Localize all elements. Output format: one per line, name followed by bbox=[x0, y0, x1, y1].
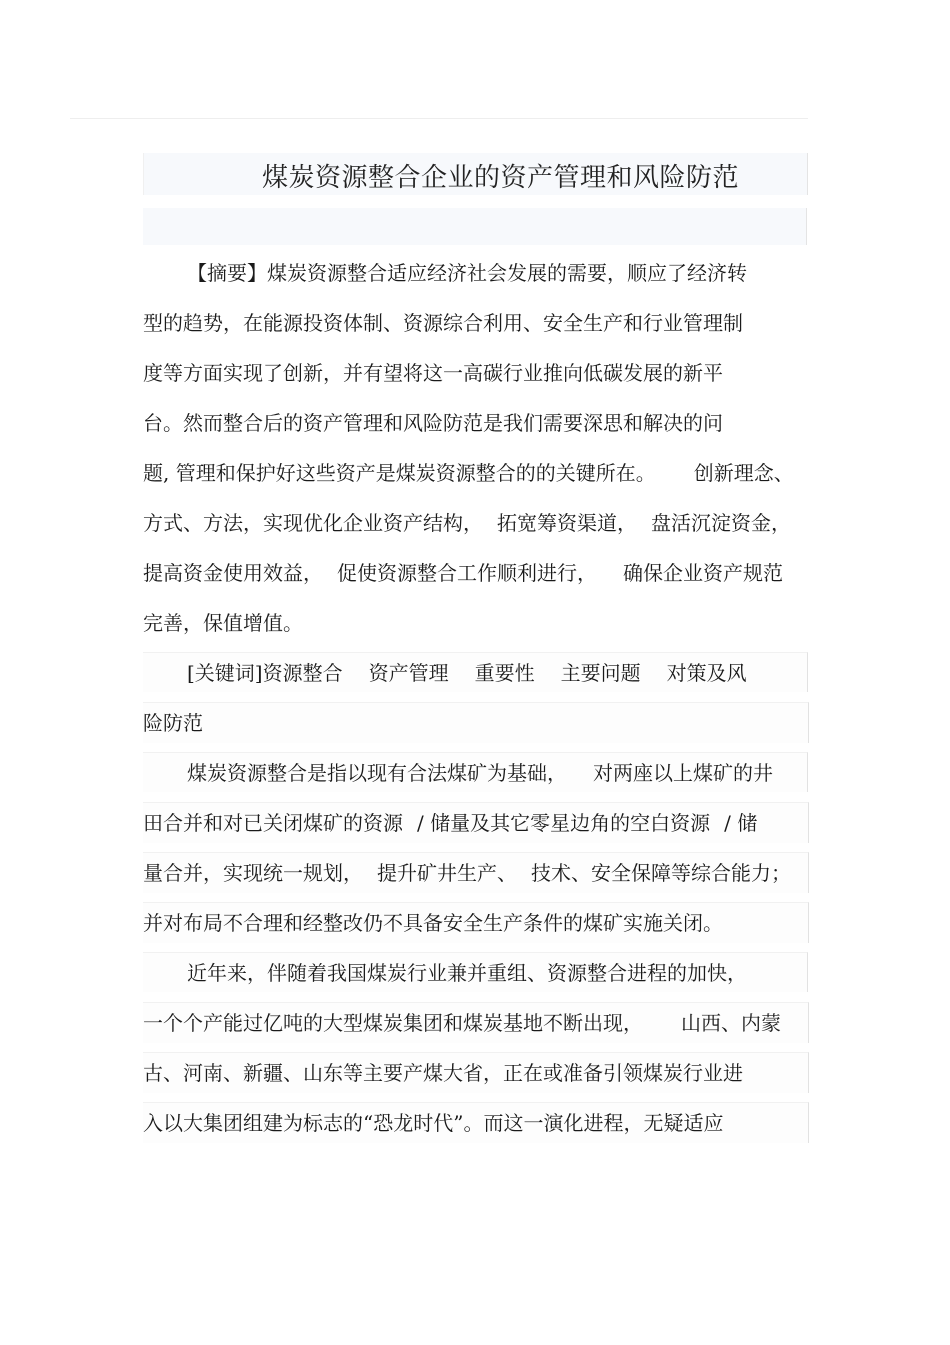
para1-line-2-a: 田合并和对已关闭煤矿的资源 bbox=[143, 811, 403, 835]
para2-line-1: 近年来，伴随着我国煤炭行业兼并重组、资源整合进程的加快， bbox=[143, 952, 808, 992]
abstract-line-8: 完善，保值增值。 bbox=[143, 611, 303, 635]
para1-line-4: 并对布局不合理和经整改仍不具备安全生产条件的煤矿实施关闭。 bbox=[143, 902, 809, 943]
para1-line-3 bbox=[143, 852, 809, 893]
abstract-line-4: 台。然而整合后的资产管理和风险防范是我们需要深思和解决的问 bbox=[143, 411, 723, 435]
para1-line-1-b: 对两座以上煤矿的井 bbox=[593, 761, 773, 785]
abstract-line-6-a: 方式、方法，实现优化企业资产结构， bbox=[143, 511, 483, 535]
para1-line-3-a: 量合并，实现统一规划， bbox=[143, 861, 363, 885]
abstract-line-6-b: 拓宽筹资渠道， bbox=[497, 511, 637, 535]
header-rule bbox=[70, 118, 808, 119]
para1-line-2-c: / 储 bbox=[724, 811, 758, 835]
abstract-line-5 bbox=[143, 453, 808, 493]
abstract-line-7-a: 提高资金使用效益， bbox=[143, 561, 323, 585]
para2-line-2-b: 山西、内蒙 bbox=[681, 1011, 781, 1035]
abstract-line-2: 型的趋势，在能源投资体制、资源综合利用、安全生产和行业管理制 bbox=[143, 311, 743, 335]
para1-line-3-b: 提升矿井生产、 bbox=[377, 861, 517, 885]
keyword-4: 主要问题 bbox=[560, 661, 641, 685]
abstract-line-7 bbox=[143, 553, 808, 593]
para2-line-4: 入以大集团组建为标志的“恐龙时代”。而这一演化进程，无疑适应 bbox=[143, 1102, 809, 1143]
keyword-2: 资产管理 bbox=[368, 661, 449, 685]
para1-line-1-a: 煤炭资源整合是指以现有合法煤矿为基础， bbox=[187, 761, 567, 785]
abstract-line-1: 【摘要】煤炭资源整合适应经济社会发展的需要，顺应了经济转 bbox=[187, 261, 747, 285]
para1-line-3-c: 技术、安全保障等综合能力； bbox=[531, 861, 791, 885]
abstract-line-5-b: 创新理念、 bbox=[693, 461, 794, 485]
para1-line-2 bbox=[143, 802, 809, 843]
keyword-5: 对策及风 bbox=[666, 661, 747, 685]
abstract-line-3: 度等方面实现了创新，并有望将这一高碳行业推向低碳发展的新平 bbox=[143, 361, 723, 385]
keywords-label: [关键词]资源整合 bbox=[187, 661, 343, 685]
para2-line-3: 古、河南、新疆、山东等主要产煤大省，正在或准备引领煤炭行业进 bbox=[143, 1052, 809, 1093]
para1-line-2-b: / 储量及其它零星边角的空白资源 bbox=[417, 811, 711, 835]
title-band bbox=[143, 153, 808, 195]
para2-line-2-a: 一个个产能过亿吨的大型煤炭集团和煤炭基地不断出现， bbox=[143, 1011, 643, 1035]
para1-line-1 bbox=[143, 752, 808, 792]
keywords-line bbox=[143, 652, 808, 692]
keywords-line-cont: 险防范 bbox=[143, 702, 809, 743]
document-title: 煤炭资源整合企业的资产管理和风险防范 bbox=[261, 163, 739, 193]
abstract-line-7-c: 确保企业资产规范 bbox=[623, 561, 783, 585]
abstract-line-6-c: 盘活沉淀资金， bbox=[651, 511, 791, 535]
blank-band bbox=[143, 208, 807, 245]
abstract-line-7-b: 促使资源整合工作顺利进行， bbox=[337, 561, 597, 585]
abstract-line-5-a: 题, 管理和保护好这些资产是煤炭资源整合的的关键所在。 bbox=[143, 461, 656, 485]
abstract-line-6 bbox=[143, 503, 808, 543]
keyword-3: 重要性 bbox=[474, 661, 535, 685]
para2-line-2 bbox=[143, 1002, 809, 1043]
